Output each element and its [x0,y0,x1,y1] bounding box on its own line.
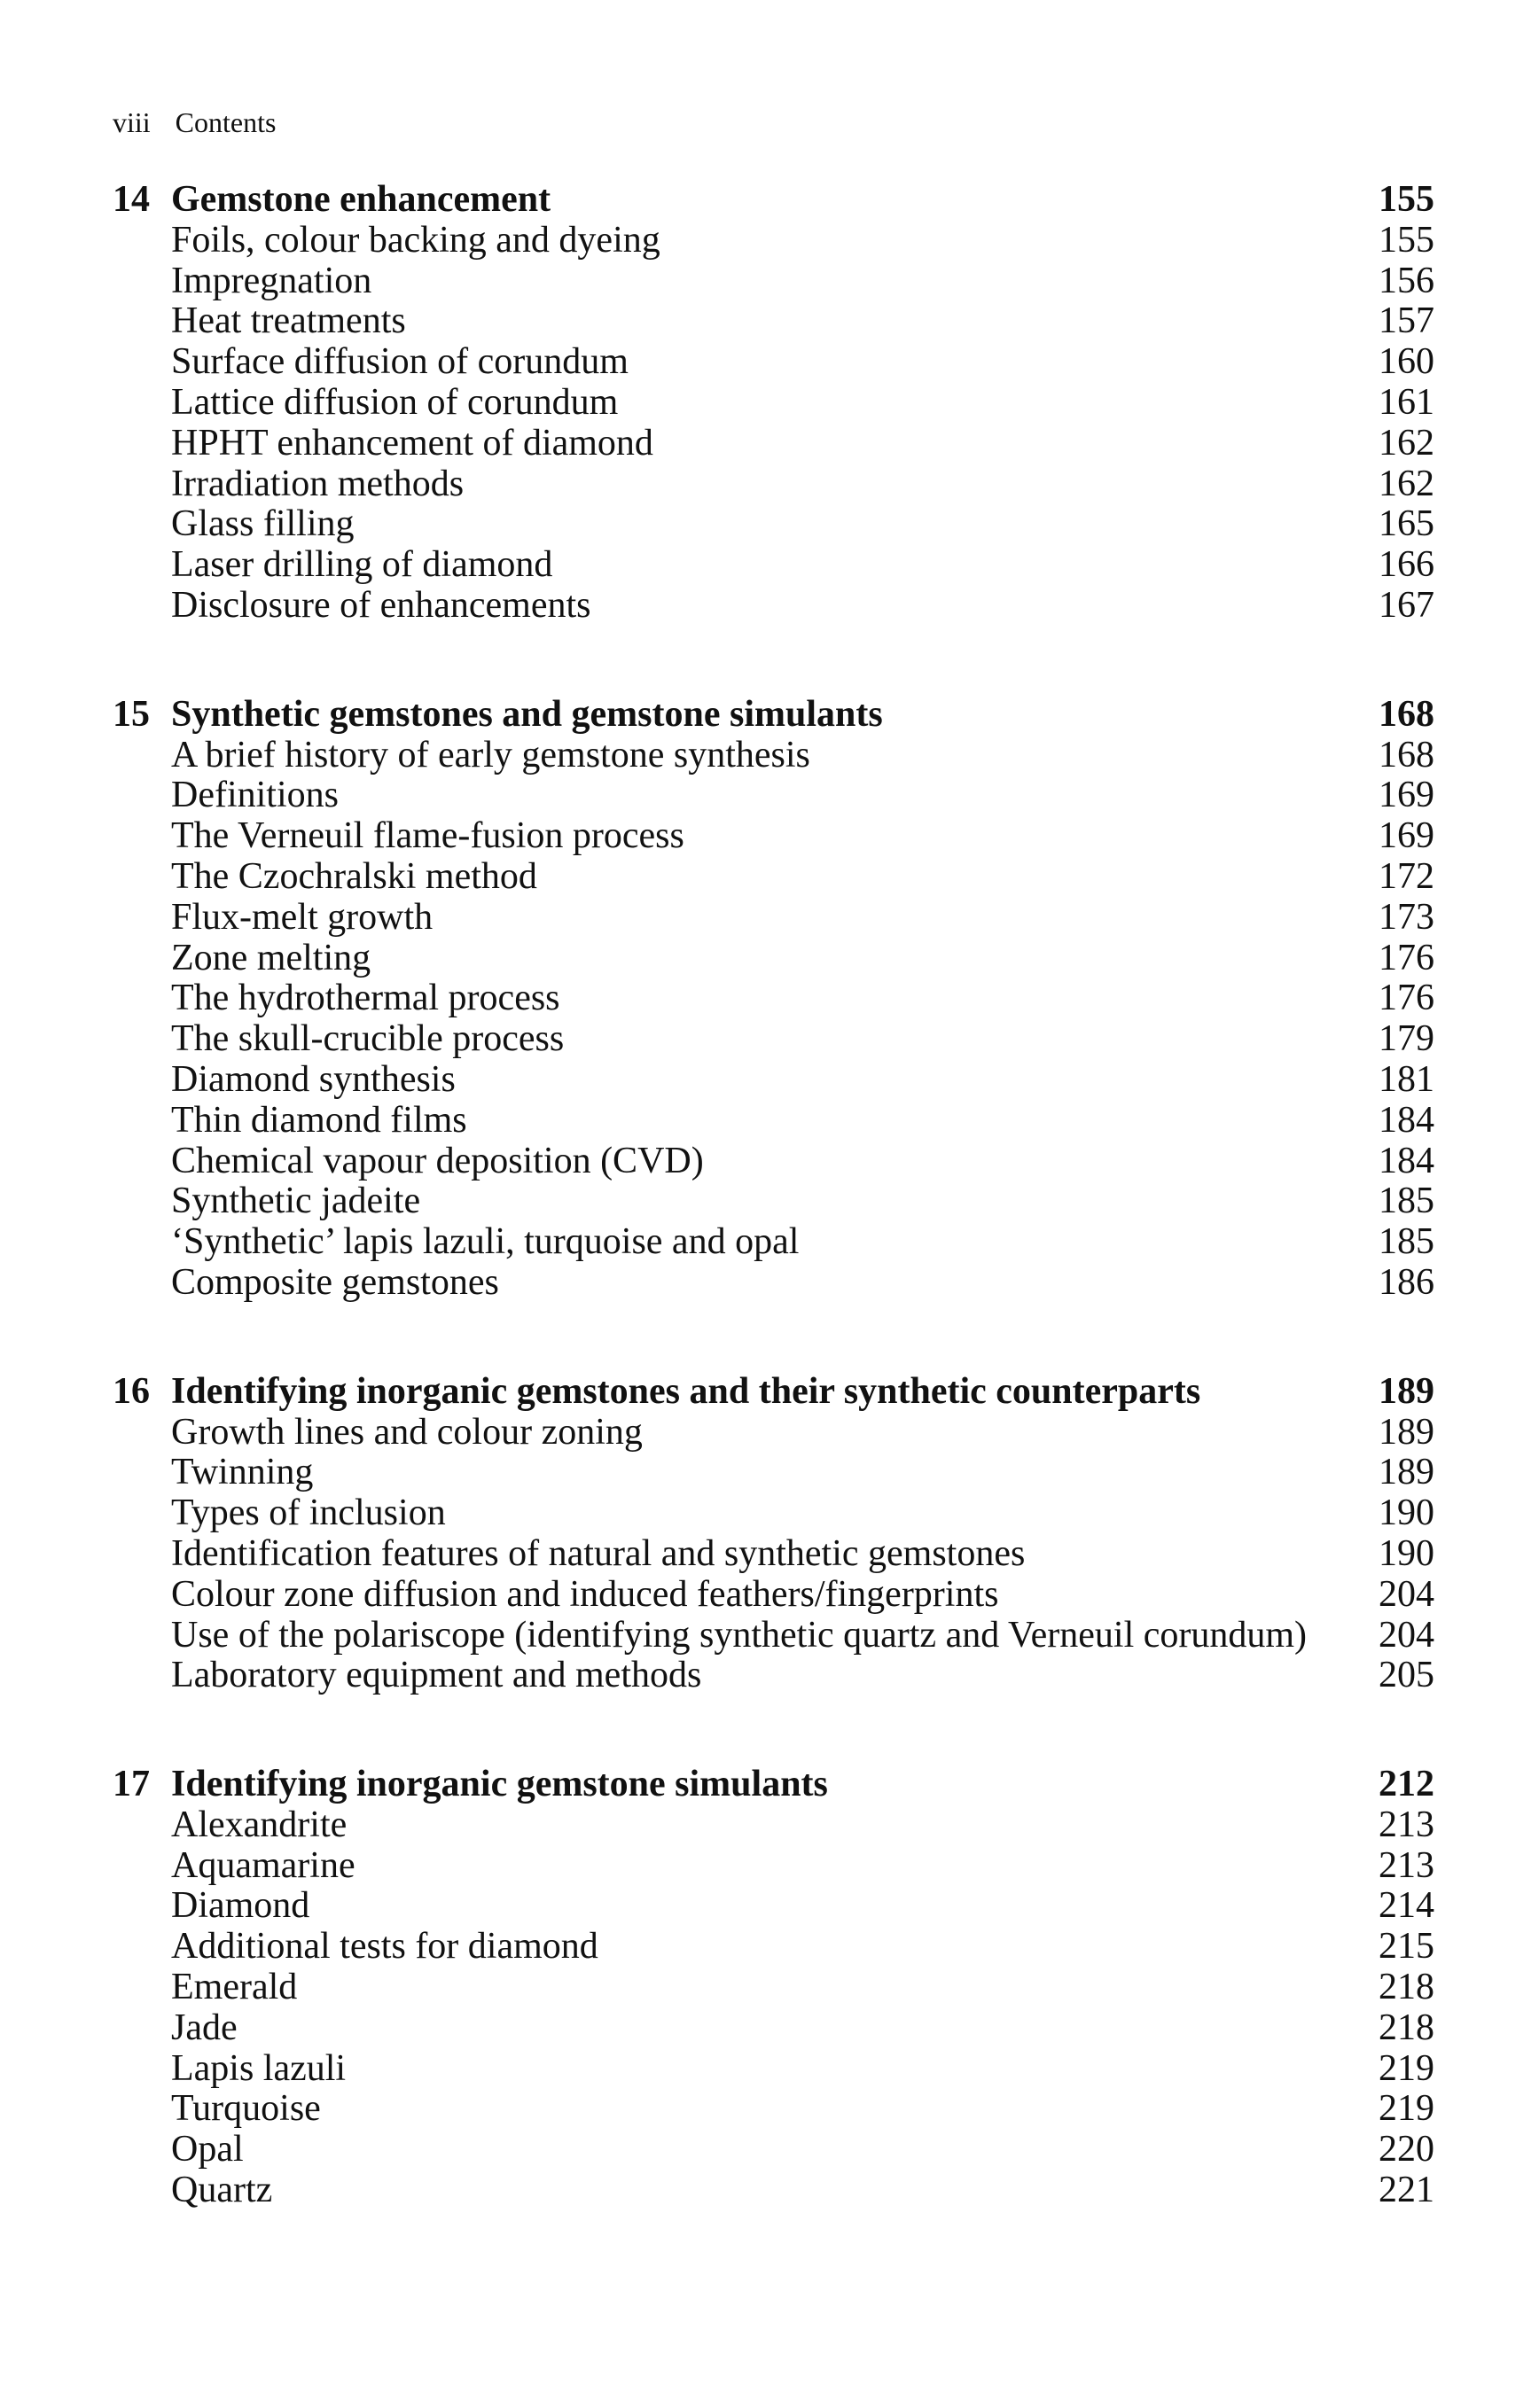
entry-title: Jade [171,2007,238,2048]
entry-page: 169 [1379,775,1434,816]
entry-title: Emerald [171,1967,298,2008]
entry-title: Zone melting [171,937,371,978]
toc-entry[interactable] [113,1101,1434,1142]
entry-page: 213 [1379,1804,1434,1845]
entry-title: ‘Synthetic’ lapis lazuli, turquoise and opal [171,1221,800,1263]
toc-entry[interactable] [113,2049,1434,2090]
chapter-title: Identifying inorganic gemstone simulants [171,1764,828,1805]
entry-page: 219 [1379,2047,1434,2089]
toc-entry[interactable] [113,1453,1434,1493]
toc-entry[interactable] [113,464,1434,505]
entry-title: Flux-melt growth [171,896,434,938]
entry-page: 156 [1379,260,1434,301]
running-head [113,105,276,140]
entry-page: 186 [1379,1261,1434,1303]
toc-entry[interactable] [113,1656,1434,1696]
entry-page: 221 [1379,2170,1434,2211]
entry-title: Lattice diffusion of corundum [171,381,619,423]
entry-title: HPHT enhancement of diamond [171,422,653,464]
entry-title: The Czochralski method [171,855,537,897]
toc-entry[interactable] [113,1019,1434,1060]
toc-entry[interactable] [113,261,1434,302]
toc-entry[interactable] [113,1575,1434,1616]
entry-title: The Verneuil flame-fusion process [171,815,684,857]
entry-page: 185 [1379,1181,1434,1222]
toc-entry[interactable] [113,1493,1434,1534]
toc-entry[interactable] [113,1846,1434,1887]
chapter-page: 189 [1379,1370,1434,1412]
toc-entry[interactable] [113,424,1434,464]
entry-page: 179 [1379,1018,1434,1060]
entry-title: The hydrothermal process [171,978,560,1019]
entry-title: The skull-crucible process [171,1018,565,1060]
toc-entry[interactable] [113,2130,1434,2170]
toc-chapter [113,180,1434,627]
entry-title: Chemical vapour deposition (CVD) [171,1140,704,1181]
toc-entry[interactable] [113,939,1434,979]
entry-title: Identification features of natural and synthetic gemstones [171,1532,1026,1574]
entry-title: Irradiation methods [171,463,465,504]
entry-page: 184 [1379,1099,1434,1141]
chapter-title: Identifying inorganic gemstones and their synthetic counterparts [171,1370,1201,1412]
entry-title: Foils, colour backing and dyeing [171,219,660,261]
entry-page: 157 [1379,300,1434,342]
toc-entry[interactable] [113,1142,1434,1182]
entry-page: 220 [1379,2129,1434,2170]
entry-page: 167 [1379,584,1434,626]
entry-title: Thin diamond films [171,1099,467,1141]
toc-entry[interactable] [113,221,1434,261]
entry-title: Colour zone diffusion and induced feathers/fingerprints [171,1573,999,1615]
toc-entry[interactable] [113,1968,1434,2008]
toc-entry[interactable] [113,1263,1434,1304]
entry-page: 155 [1379,219,1434,261]
entry-title: Alexandrite [171,1804,348,1845]
toc-entry[interactable] [113,1181,1434,1222]
toc-entry[interactable] [113,2170,1434,2211]
toc-entry[interactable] [113,1222,1434,1263]
chapter-number: 16 [113,1370,150,1412]
entry-title: A brief history of early gemstone synthesis [171,734,810,775]
entry-page: 161 [1379,381,1434,423]
entry-page: 215 [1379,1926,1434,1968]
entry-title: Diamond [171,1885,310,1927]
entry-title: Composite gemstones [171,1261,499,1303]
entry-page: 218 [1379,2007,1434,2048]
entry-title: Aquamarine [171,1844,355,1886]
entry-page: 176 [1379,937,1434,978]
toc-entry[interactable] [113,1805,1434,1846]
chapter-page: 155 [1379,179,1434,220]
toc-entry[interactable] [113,1886,1434,1927]
entry-title: Disclosure of enhancements [171,584,591,626]
entry-page: 166 [1379,544,1434,586]
toc-entry[interactable] [113,1534,1434,1575]
chapter-heading[interactable] [113,1765,1434,1805]
page-folio: viii [113,106,151,138]
toc-chapter [113,1372,1434,1696]
toc-entry[interactable] [113,1413,1434,1453]
entry-page: 160 [1379,341,1434,383]
entry-page: 162 [1379,463,1434,504]
entry-page: 190 [1379,1492,1434,1534]
entry-page: 189 [1379,1411,1434,1453]
chapter-title: Gemstone enhancement [171,179,551,220]
toc-entry[interactable] [113,1927,1434,1968]
toc-entry[interactable] [113,736,1434,776]
entry-title: Turquoise [171,2088,321,2130]
chapter-title: Synthetic gemstones and gemstone simulants [171,693,883,735]
entry-title: Heat treatments [171,300,406,342]
chapter-number: 17 [113,1764,150,1805]
toc-chapter [113,1765,1434,2211]
entry-page: 173 [1379,896,1434,938]
entry-page: 204 [1379,1614,1434,1656]
toc-entry[interactable] [113,301,1434,342]
entry-title: Synthetic jadeite [171,1181,421,1222]
entry-page: 181 [1379,1058,1434,1100]
entry-page: 168 [1379,734,1434,775]
entry-page: 218 [1379,1967,1434,2008]
entry-page: 189 [1379,1452,1434,1493]
entry-page: 169 [1379,815,1434,857]
entry-page: 219 [1379,2088,1434,2130]
table-of-contents [113,180,1434,2279]
entry-title: Use of the polariscope (identifying synthetic quartz and Verneuil corundum) [171,1614,1308,1656]
toc-entry[interactable] [113,775,1434,816]
entry-title: Diamond synthesis [171,1058,456,1100]
entry-page: 165 [1379,503,1434,545]
entry-page: 205 [1379,1655,1434,1696]
toc-entry[interactable] [113,586,1434,627]
chapter-heading[interactable] [113,695,1434,736]
toc-entry[interactable] [113,857,1434,898]
toc-entry[interactable] [113,504,1434,545]
chapter-page: 168 [1379,693,1434,735]
entry-title: Laser drilling of diamond [171,544,553,586]
entry-title: Twinning [171,1452,314,1493]
chapter-number: 14 [113,179,150,220]
toc-entry[interactable] [113,978,1434,1019]
chapter-page: 212 [1379,1764,1434,1805]
entry-page: 184 [1379,1140,1434,1181]
toc-entry[interactable] [113,342,1434,383]
entry-title: Lapis lazuli [171,2047,347,2089]
toc-entry[interactable] [113,545,1434,586]
chapter-heading[interactable] [113,180,1434,221]
chapter-number: 15 [113,693,150,735]
entry-page: 214 [1379,1885,1434,1927]
toc-entry[interactable] [113,1616,1434,1656]
entry-title: Growth lines and colour zoning [171,1411,643,1453]
toc-chapter [113,695,1434,1304]
chapter-heading[interactable] [113,1372,1434,1413]
entry-title: Opal [171,2129,244,2170]
entry-title: Glass filling [171,503,355,545]
entry-title: Definitions [171,775,339,816]
entry-title: Impregnation [171,260,372,301]
entry-title: Types of inclusion [171,1492,446,1534]
toc-entry[interactable] [113,383,1434,424]
entry-page: 185 [1379,1221,1434,1263]
entry-page: 172 [1379,855,1434,897]
toc-entry[interactable] [113,1060,1434,1101]
running-head-title: Contents [175,106,277,138]
entry-page: 176 [1379,978,1434,1019]
entry-title: Laboratory equipment and methods [171,1655,702,1696]
toc-entry[interactable] [113,2008,1434,2049]
entry-page: 190 [1379,1532,1434,1574]
toc-entry[interactable] [113,2089,1434,2130]
toc-entry[interactable] [113,898,1434,939]
entry-title: Additional tests for diamond [171,1926,598,1968]
toc-entry[interactable] [113,816,1434,857]
entry-page: 162 [1379,422,1434,464]
entry-title: Quartz [171,2170,273,2211]
entry-page: 204 [1379,1573,1434,1615]
entry-title: Surface diffusion of corundum [171,341,629,383]
entry-page: 213 [1379,1844,1434,1886]
